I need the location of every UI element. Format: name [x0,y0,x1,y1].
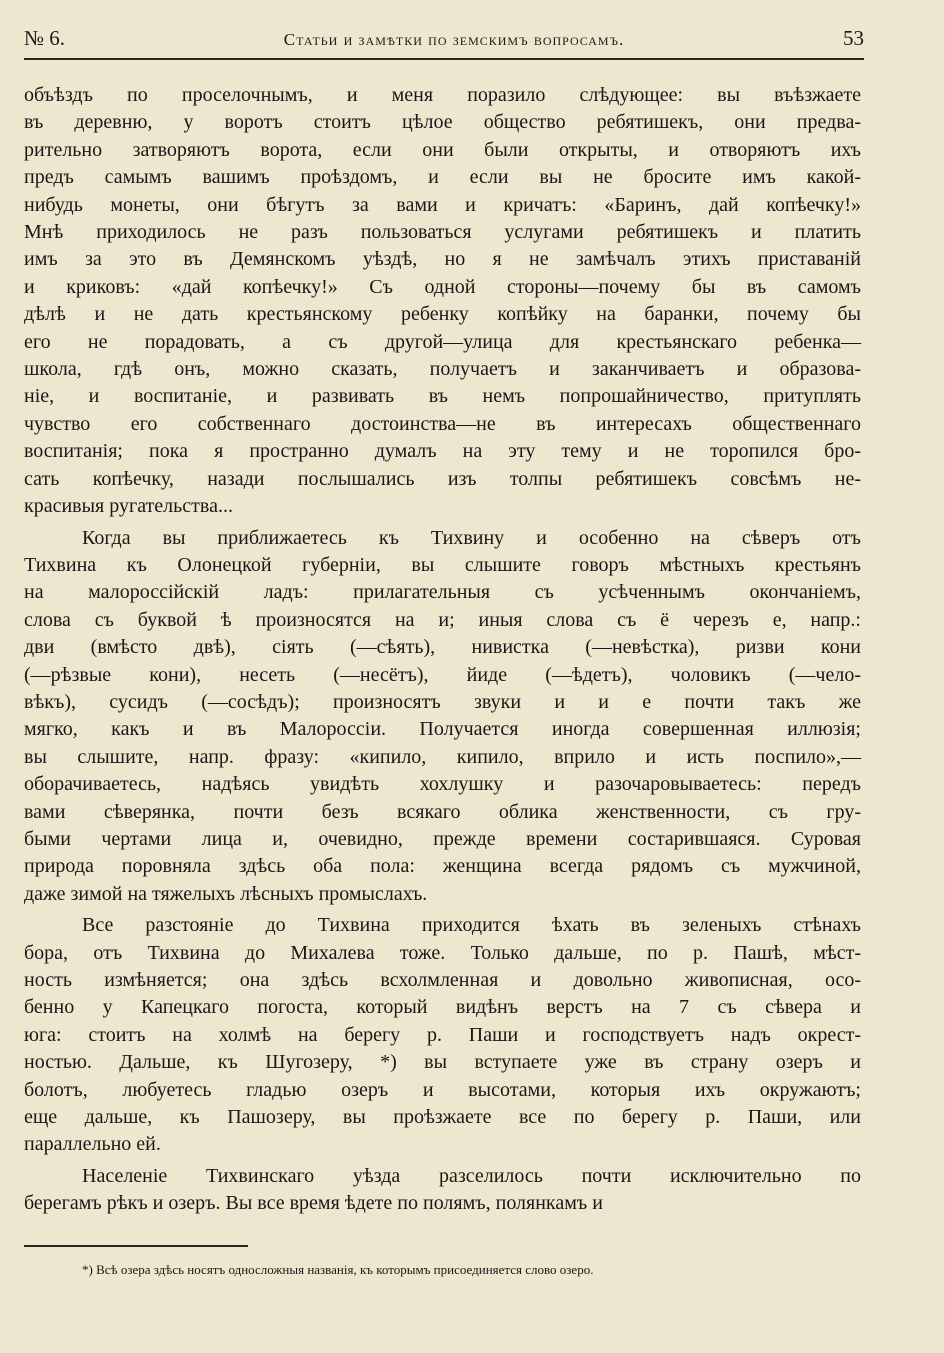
text-line: объѣздъ по проселочнымъ, и меня поразило слѣдующее: вы въѣзжаете [24,84,861,106]
text-line: дви (вмѣсто двѣ), сіять (—сѣять), нивистка (—невѣстка), ризви кони [24,636,861,659]
text-line: вы слышите, напр. фразу: «кипило, кипило, вприло и исть поспило»,— [24,745,861,768]
section-title: Статьи и замѣтки по земскимъ вопросамъ. [283,30,625,49]
text-line: красивыя ругательства... [24,495,233,518]
running-head [24,26,864,56]
page-number: 53 [843,26,864,50]
paragraph [24,82,861,521]
text-line: параллельно ей. [24,1133,161,1156]
text-line: сать копѣечку, назади послышались изъ толпы ребятишекъ совсѣмъ не- [24,467,861,490]
text-line: бора, отъ Тихвина до Михалева тоже. Только дальше, по р. Пашѣ, мѣст- [24,941,861,964]
text-line: на малороссійскій ладъ: прилагательныя съ усѣченнымъ окончаніемъ, [24,581,861,604]
text-line: быми чертами лица и, очевидно, прежде времени состарившаяся. Суровая [24,827,861,850]
text-line: слова съ буквой ѣ произносятся на и; иныя слова съ ё черезъ е, напр.: [24,608,861,631]
text-line: Когда вы приближаетесь къ Тихвину и особенно на сѣверъ отъ [82,526,861,549]
footnote: *) Всѣ озера здѣсь носятъ односложныя названія, къ которымъ присоединяется слово озеро. [82,1262,594,1277]
text-line: природа поровняла здѣсь оба пола: женщина всегда рядомъ съ мужчиной, [24,855,861,878]
text-line: вами сѣверянка, почти безъ всякаго облика женственности, съ гру- [24,800,861,823]
text-line: ніе, и воспитаніе, и развивать въ немъ попрошайничество, притуплять [24,385,861,408]
footnote-rule [24,1245,248,1247]
text-line: мягко, какъ и въ Малороссіи. Получается иногда совершенная иллюзія; [24,718,861,741]
text-line: ность измѣняется; она здѣсь всхолмленная и довольно живописная, осо- [24,969,861,991]
text-line: Тихвина къ Олонецкой губерніи, вы слышите говоръ мѣстныхъ крестьянъ [24,553,861,576]
text-line: даже зимой на тяжелыхъ лѣсныхъ промыслахъ. [24,882,428,905]
text-line: въ деревню, у воротъ стоитъ цѣлое общество ребятишекъ, они предва- [24,111,861,134]
text-line: его не порадовать, а съ другой—улица для крестьянскаго ребенка— [24,330,861,353]
text-line: Мнѣ приходилось не разъ пользоваться услугами ребятишекъ и платить [24,221,861,244]
text-line: Все разстояніе до Тихвина приходится ѣхать въ зеленыхъ стѣнахъ [82,914,861,937]
text-line: предъ самымъ вашимъ проѣздомъ, и если вы не бросите имъ какой- [24,166,861,189]
text-line: воспитанія; пока я пространно думалъ на эту тему и не торопился бро- [24,440,861,463]
text-line: вѣкъ), сусидъ (—сосѣдъ); произносятъ звуки и и е почти такъ же [24,690,861,713]
paragraph [24,1163,861,1218]
text-line: ностью. Дальше, къ Шугозеру, *) вы вступаете уже въ страну озеръ и [24,1051,861,1074]
text-line: еще дальше, къ Пашозеру, вы проѣзжаете все по берегу р. Паши, или [24,1106,861,1129]
text-line: берегамъ рѣкъ и озеръ. Вы все время ѣдете по полямъ, полянкамъ и [24,1192,603,1215]
issue-number: № 6. [24,26,66,50]
text-line: и криковъ: «дай копѣечку!» Съ одной стороны—почему бы въ самомъ [24,275,861,298]
text-line: Населеніе Тихвинскаго уѣзда разселилось почти исключительно по [82,1164,861,1187]
body-text [24,82,861,1218]
text-line: нибудь монеты, они бѣгутъ за вами и кричатъ: «Баринъ, дай копѣечку!» [24,193,861,216]
paragraph [24,525,861,909]
header-rule [24,58,864,60]
text-line: оборачиваетесь, надѣясь увидѣть хохлушку и разочаровываетесь: передъ [24,773,861,796]
text-line: имъ за это въ Демянскомъ уѣздѣ, но я не замѣчалъ этихъ приставаній [24,248,861,271]
text-line: бенно у Капецкаго погоста, который видѣнъ верстъ на 7 съ сѣвера и [24,996,861,1019]
paragraph [24,912,861,1159]
text-line: юга: стоитъ на холмѣ на берегу р. Паши и господствуетъ надъ окрест- [24,1023,861,1046]
text-line: чувство его собственнаго достоинства—не въ интересахъ общественнаго [24,412,861,435]
text-line: (—рѣзвые кони), несеть (—несётъ), йиде (—ѣдетъ), чоловикъ (—чело- [24,663,861,686]
text-line: школа, гдѣ онъ, можно сказать, получаетъ и заканчиваетъ и образова- [24,358,861,381]
text-line: дѣлѣ и не дать крестьянскому ребенку копѣйку на баранки, почему бы [24,303,861,326]
text-line: болотъ, любуетесь гладью озеръ и высотами, которыя ихъ окружаютъ; [24,1078,861,1101]
text-line: рительно затворяютъ ворота, если они были открыты, и отворяютъ ихъ [24,138,861,161]
